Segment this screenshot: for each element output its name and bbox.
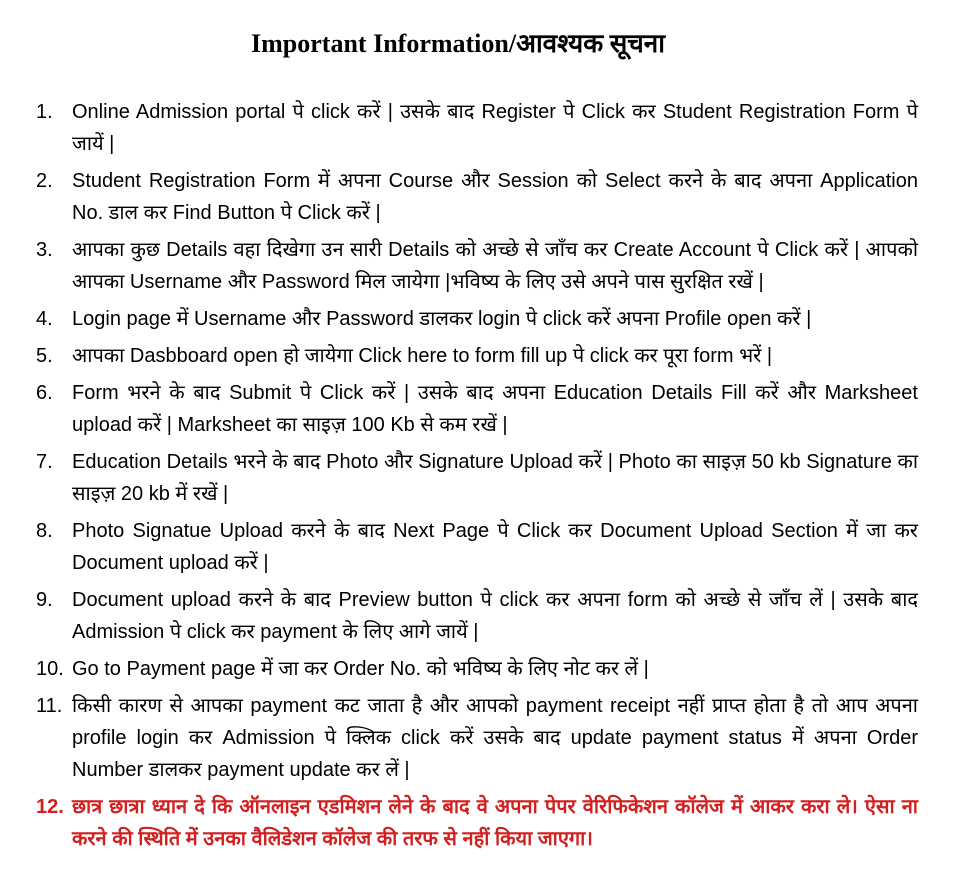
item-text: Online Admission portal पे click करें | उसके बाद Register पे Click कर Student Registration Form पे जायें |	[72, 101, 918, 155]
item-number: 4.	[36, 308, 53, 330]
item-text: Document upload करने के बाद Preview button पे click कर अपना form को अच्छे से जाँच लें | उसके बाद Admission पे click कर payment के लिए आगे जायें |	[72, 589, 918, 643]
list-item-11	[36, 690, 918, 786]
item-text: Form भरने के बाद Submit पे Click करें | उसके बाद अपना Education Details Fill करें और Marksheet upload करें | Marksheet का साइज़ 100 Kb से कम रखें |	[72, 382, 918, 436]
item-number: 3.	[36, 239, 53, 261]
important-notice-text: छात्र छात्रा ध्यान दे कि ऑनलाइन एडमिशन लेने के बाद वे अपना पेपर वेरिफिकेशन कॉलेज में आकर करा ले। ऐसा ना करने की स्थिति में उनका वैलिडेशन कॉलेज की तरफ से नहीं किया जाएगा।	[72, 796, 918, 850]
item-text: Photo Signatue Upload करने के बाद Next Page पे Click कर Document Upload Section में जा कर Document upload करें |	[72, 520, 918, 574]
item-text: आपका Dasbboard open हो जायेगा Click here to form fill up पे click कर पूरा form भरें |	[72, 345, 773, 367]
list-item-4	[36, 303, 918, 335]
item-number: 1.	[36, 101, 53, 123]
list-item-7	[36, 446, 918, 510]
item-number: 10.	[36, 658, 64, 680]
item-number: 5.	[36, 345, 53, 367]
instruction-list	[36, 96, 918, 860]
item-text: Go to Payment page में जा कर Order No. को भविष्य के लिए नोट कर लें |	[72, 658, 649, 680]
important-notice-item	[36, 791, 918, 855]
item-number: 2.	[36, 170, 53, 192]
item-number: 6.	[36, 382, 53, 404]
item-number: 9.	[36, 589, 53, 611]
list-item-6	[36, 377, 918, 441]
item-text: Student Registration Form में अपना Course और Session को Select करने के बाद अपना Application No. डाल कर Find Button पे Click करें |	[72, 170, 918, 224]
list-item-8	[36, 515, 918, 579]
item-text: Education Details भरने के बाद Photo और Signature Upload करें | Photo का साइज़ 50 kb Signature का साइज़ 20 kb में रखें |	[72, 451, 918, 505]
item-number: 11.	[36, 695, 63, 717]
item-number: 7.	[36, 451, 53, 473]
list-item-3	[36, 234, 918, 298]
page-title: Important Information/आवश्यक सूचना	[251, 29, 665, 59]
item-number: 8.	[36, 520, 53, 542]
item-text: आपका कुछ Details वहा दिखेगा उन सारी Details को अच्छे से जाँच कर Create Account पे Click करें | आपको आपका Username और Password मिल जायेगा |भविष्य के लिए उसे अपने पास सुरक्षित रखें |	[72, 239, 918, 293]
item-text: Login page में Username और Password डालकर login पे click करें अपना Profile open करें |	[72, 308, 812, 330]
list-item-10	[36, 653, 918, 685]
item-text: किसी कारण से आपका payment कट जाता है और आपको payment receipt नहीं प्राप्त होता है तो आप अपना profile login कर Admission पे क्लिक click करें उसके बाद update payment status में अपना Order Number डालकर payment update कर लें |	[72, 695, 918, 781]
list-item-1	[36, 96, 918, 160]
list-item-5	[36, 340, 918, 372]
item-number: 12.	[36, 796, 64, 818]
list-item-2	[36, 165, 918, 229]
list-item-9	[36, 584, 918, 648]
